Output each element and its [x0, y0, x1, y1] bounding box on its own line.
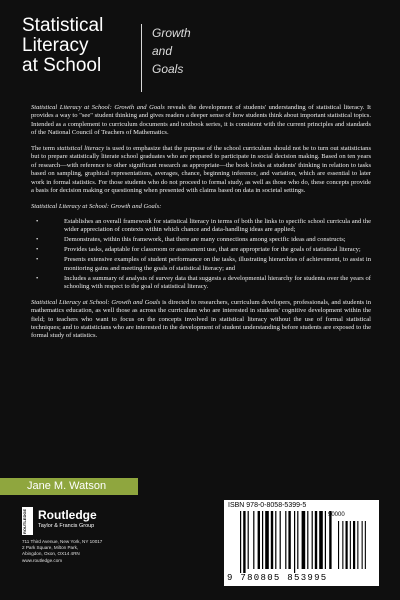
feature-list: [31, 218, 371, 292]
book-title-inline: Statistical Literacy at School: Growth and Goals: [31, 298, 161, 306]
author-name: Jane M. Watson: [27, 480, 107, 492]
barcode-bar: [329, 511, 331, 569]
book-title-line: Literacy: [22, 35, 89, 56]
blurb: [31, 104, 371, 348]
barcode-bar: [325, 511, 326, 569]
barcode-bar: [307, 511, 308, 569]
blurb-paragraph-2: [31, 145, 371, 196]
list-intro: [31, 203, 371, 211]
isbn-text: ISBN 978-0-8058-5399-5: [228, 502, 307, 509]
list-item: • Demonstrates, within this framework, that there are many connections among specific ideas and constructs;: [31, 236, 371, 244]
address-line: Abingdon, Oxon, OX14 4RN: [22, 551, 80, 557]
barcode-bar: [248, 511, 249, 569]
blurb-text: is directed to researchers, curriculum developers, professionals, and students in mathematics education, as well those as across the curriculum who are interested in students' cognitive development within the field; to teachers who want to focus on the concepts involved in statistical literacy without the use of formal statistical techniques; and to statisticians who are interested in the development of student understanding before students are exposed to the formal study of statistics.: [31, 298, 372, 340]
barcode-bar: [275, 511, 276, 569]
barcode-bar: [319, 511, 323, 569]
barcode-addon-bar: [346, 521, 348, 569]
barcode-bar: [302, 511, 306, 569]
barcode-addon-bar: [342, 521, 343, 569]
barcode-bar: [262, 511, 263, 569]
barcode-bar: [315, 511, 317, 569]
barcode-digits: 9 780805 853995: [227, 573, 328, 583]
barcode-bar: [243, 511, 245, 573]
blurb-text: reveals the development of students' understanding of statistical literacy. It provides a way to "see" student thinking and gives readers a deeper sense of how students think about important statistical topics. Intended as a complement to curriculum documents and textbook series, it is consistent with the current principles and standards of the National Council of Teachers of Mathematics.: [31, 104, 371, 137]
book-subtitle-line: and: [152, 44, 173, 58]
publisher-subtitle: Taylor & Francis Group: [38, 523, 95, 529]
barcode-bar: [285, 511, 286, 569]
book-subtitle-line: Growth: [152, 26, 191, 40]
barcode-bar: [271, 511, 273, 569]
barcode-addon-bar: [338, 521, 339, 569]
list-item: • Establishes an overall framework for statistical literacy in terms of both the links to specific school curricula and the wider appreciation of contexts within which chance and data-handling ideas are applied;: [31, 218, 371, 235]
address-line: 2 Park Square, Milton Park,: [22, 545, 79, 551]
blurb-text: is used to emphasize that the purpose of the school curriculum should not be to turn out statisticians but to prepare statistically literate school graduates who are prepared to participate in social decision making. Based on ten years of research—with reference to other significant research as appropriate—the book looks at students' thinking in relation to tasks based on sampling, graphical representations, averages, chance, beginning inference, and variation, which are essential to later work in formal statistics. For those students who do not proceed to formal study, as well as those who do, these concepts provide a basis for decision making or questioning when presented with claims based on data in societal settings.: [31, 144, 371, 195]
barcode-box: [224, 500, 379, 586]
barcode-addon-bar: [365, 521, 366, 569]
list-item: • Includes a summary of analysis of survey data that suggests a developmental hierarchy for students over the years of schooling with respect to the goal of statistical literacy.: [31, 275, 371, 292]
isbn-price-code: 90000: [328, 512, 345, 518]
publisher-name: Routledge: [38, 508, 97, 522]
barcode-bar: [288, 511, 290, 569]
barcode-addon-bar: [350, 521, 351, 569]
barcode-addon-bar: [362, 521, 363, 569]
barcode-bar: [258, 511, 260, 569]
list-item: • Presents extensive examples of student performance on the tasks, illustrating hierarchies of achievement, to assist in monitoring gains and meeting the goals of statistical literacy; and: [31, 256, 371, 273]
blurb-paragraph-1: [31, 104, 371, 138]
barcode-bar: [240, 511, 241, 573]
barcode-bar: [312, 511, 313, 569]
book-title-line: at School: [22, 55, 102, 76]
list-item: • Provides tasks, adaptable for classroom or assessment use, that are appropriate for the goals of statistical literacy;: [31, 246, 371, 254]
book-title-line: Statistical: [22, 15, 104, 36]
logo-icon-text: ROUTLEDGE: [22, 508, 27, 534]
blurb-text: The term: [31, 144, 57, 152]
barcode-icon: [238, 511, 370, 573]
subtitle-block: [141, 24, 191, 92]
book-subtitle-line: Goals: [152, 62, 184, 76]
address-line: www.routledge.com: [22, 557, 63, 563]
publisher-address: [22, 539, 102, 564]
book-title-inline: Statistical Literacy at School: Growth and Goals: [31, 104, 165, 111]
list-intro-text: Statistical Literacy at School: Growth and Goals:: [31, 202, 162, 210]
barcode-bar: [265, 511, 269, 569]
barcode-bar: [294, 511, 295, 573]
barcode-addon-bar: [353, 521, 355, 569]
barcode-bar: [297, 511, 298, 569]
book-subtitle: [152, 24, 191, 78]
book-title: [22, 16, 103, 76]
routledge-logo-icon: [22, 507, 33, 535]
barcode-bar: [280, 511, 281, 569]
blurb-paragraph-3: [31, 299, 371, 341]
barcode-addon-bar: [357, 521, 358, 569]
term-inline: statistical literacy: [56, 144, 105, 152]
barcode-bar: [253, 511, 254, 569]
address-line: 711 Third Avenue, New York, NY 10017: [22, 539, 103, 544]
